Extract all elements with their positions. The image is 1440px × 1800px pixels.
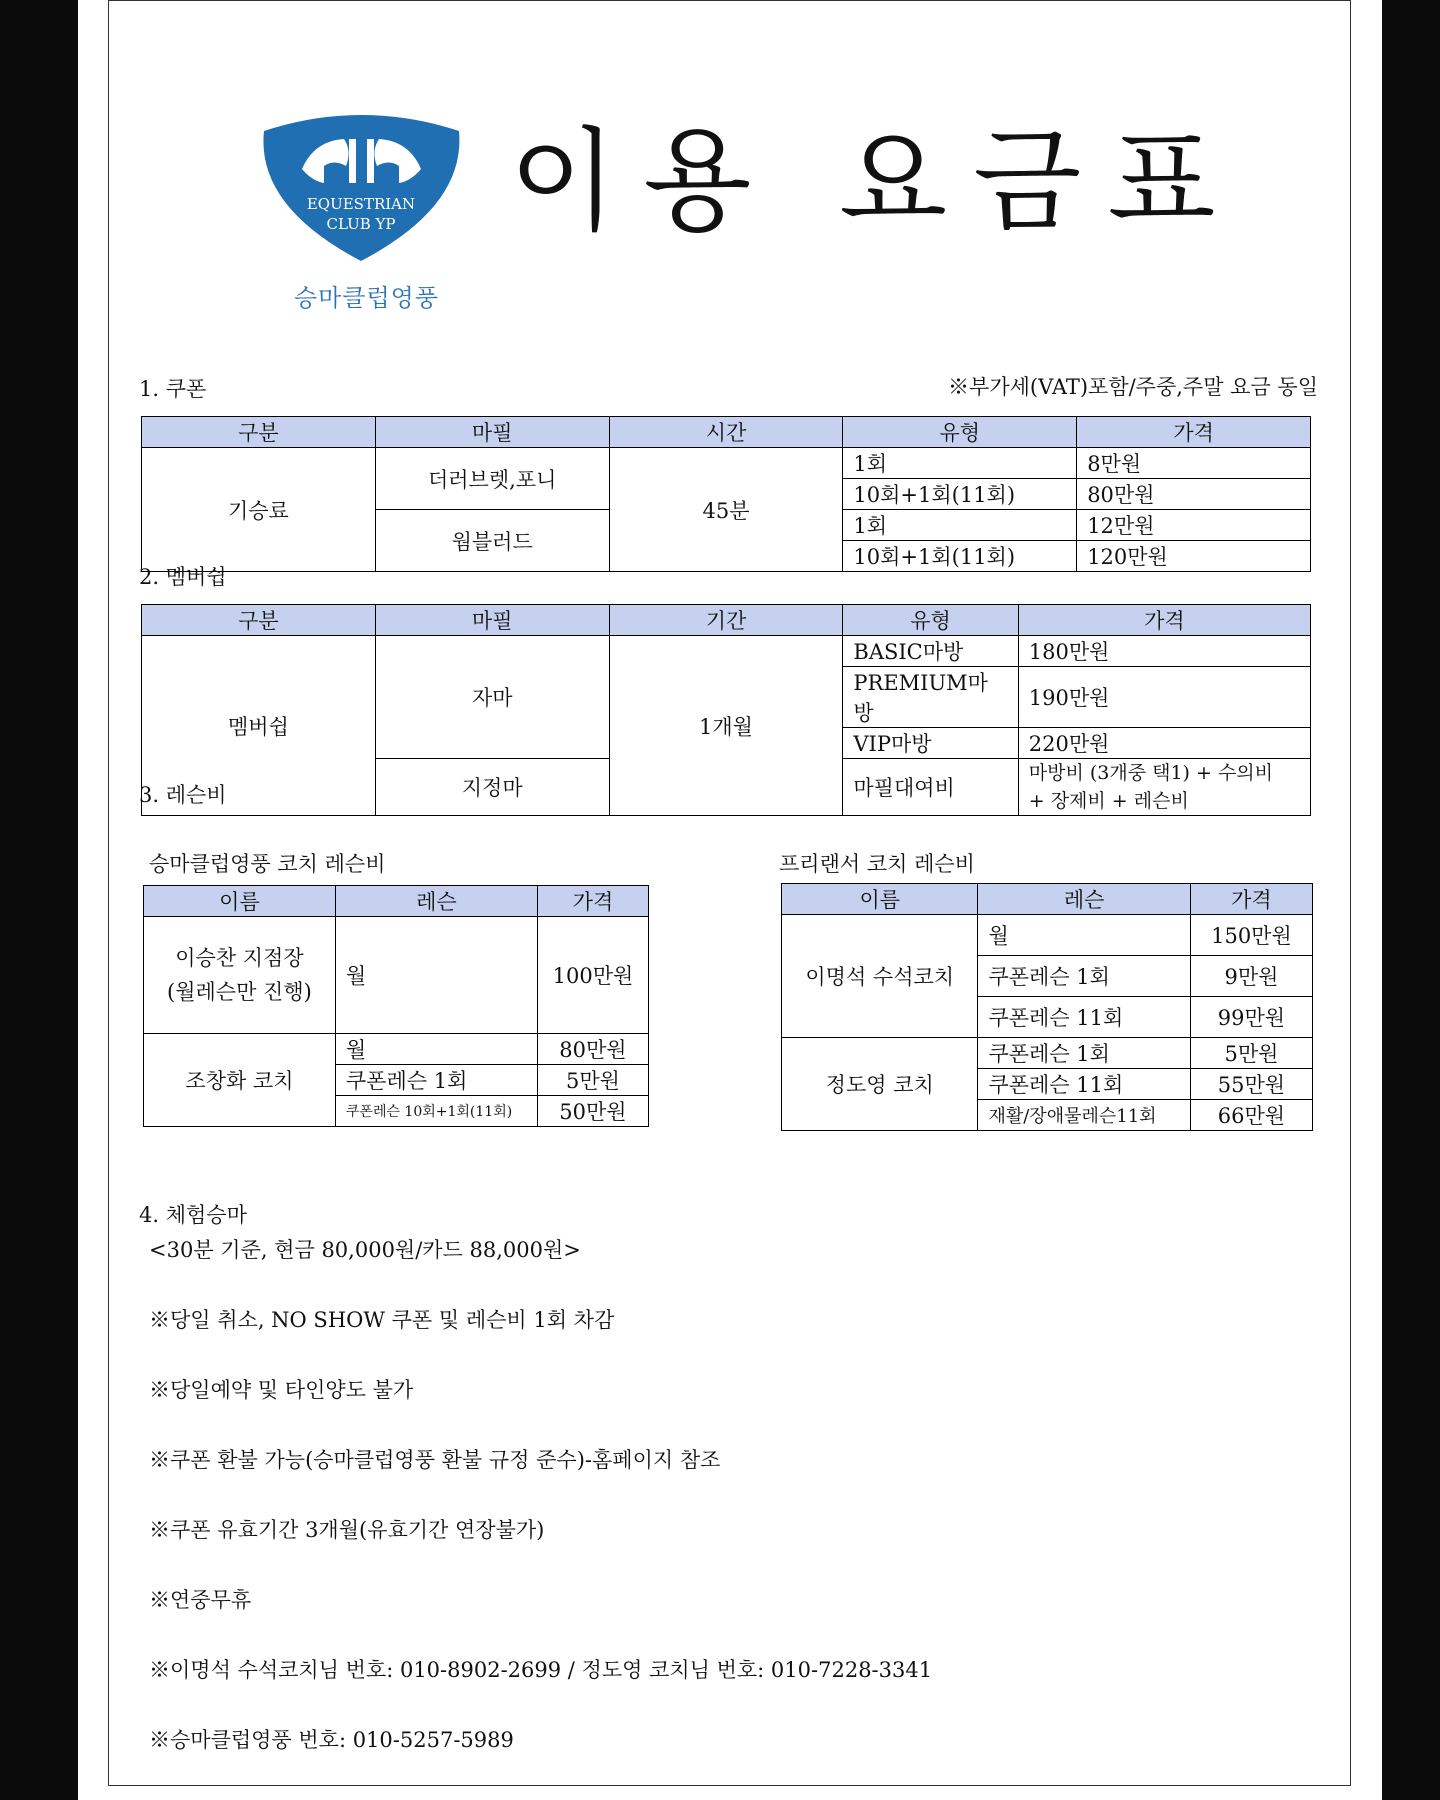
coupon-table [141, 416, 1311, 572]
price-cell [1018, 759, 1310, 816]
lesson-heading: 3. 레슨비 [139, 783, 227, 807]
type-cell: 마필대여비 [843, 759, 1018, 816]
lesson-cell: 월 [335, 917, 537, 1034]
page-title: 이용 요금표 [509, 117, 1242, 247]
right-background [1382, 0, 1440, 1800]
free-lesson-title: 프리랜서 코치 레슨비 [779, 852, 975, 876]
header-horse: 마필 [375, 417, 609, 448]
horse-cell: 자마 [375, 636, 609, 759]
type-cell: 10회+1회(11회) [843, 541, 1077, 572]
type-cell: VIP마방 [843, 728, 1018, 759]
lesson-cell: 쿠폰레슨 1회 [335, 1065, 537, 1096]
trial-info: <30분 기준, 현금 80,000원/카드 88,000원> [149, 1238, 581, 1262]
left-background [0, 0, 78, 1800]
price-cell: 66만원 [1190, 1100, 1312, 1131]
lesson-cell: 쿠폰레슨 11회 [978, 997, 1190, 1038]
price-cell: 50만원 [537, 1096, 648, 1127]
club-lesson-table [143, 885, 649, 1127]
price-cell: 8만원 [1077, 448, 1311, 479]
header-name: 이름 [782, 884, 978, 915]
note-item: ※쿠폰 환불 가능(승마클럽영풍 환불 규정 준수)-홈페이지 참조 [149, 1448, 721, 1472]
header-category: 구분 [142, 417, 376, 448]
header-price: 가격 [1190, 884, 1312, 915]
coach-name-cell: 조창화 코치 [144, 1034, 336, 1127]
price-cell: 150만원 [1190, 915, 1312, 956]
document-frame [78, 0, 1382, 1800]
time-cell: 45분 [609, 448, 843, 572]
price-line: + 장제비 + 레슨비 [1028, 790, 1189, 812]
lesson-cell: 월 [335, 1034, 537, 1065]
price-cell: 190만원 [1018, 667, 1310, 728]
lesson-cell: 쿠폰레슨 1회 [978, 956, 1190, 997]
header-horse: 마필 [375, 605, 609, 636]
note-item: ※쿠폰 유효기간 3개월(유효기간 연장불가) [149, 1518, 545, 1542]
note-item: ※이명석 수석코치님 번호: 010-8902-2699 / 정도영 코치님 번호: 010-7228-3341 [149, 1658, 933, 1682]
price-cell: 5만원 [537, 1065, 648, 1096]
header-price: 가격 [1077, 417, 1311, 448]
price-line: 마방비 (3개중 택1) + 수의비 [1028, 762, 1274, 784]
price-cell: 5만원 [1190, 1038, 1312, 1069]
price-cell: 120만원 [1077, 541, 1311, 572]
header-time: 시간 [609, 417, 843, 448]
note-item: ※당일예약 및 타인양도 불가 [149, 1378, 414, 1402]
header-category: 구분 [142, 605, 376, 636]
svg-text:EQUESTRIAN: EQUESTRIAN [306, 195, 416, 213]
price-cell: 9만원 [1190, 956, 1312, 997]
coach-note: (월레슨만 진행) [167, 980, 312, 1004]
price-cell: 99만원 [1190, 997, 1312, 1038]
horse-cell: 더러브렛,포니 [375, 448, 609, 510]
coach-name: 이승찬 지점장 [175, 946, 304, 970]
vat-note: ※부가세(VAT)포함/주중,주말 요금 동일 [948, 375, 1318, 399]
horse-shield-icon [254, 111, 469, 266]
note-item: ※당일 취소, NO SHOW 쿠폰 및 레슨비 1회 차감 [149, 1308, 615, 1332]
document-page [108, 0, 1351, 1786]
price-cell: 80만원 [1077, 479, 1311, 510]
header-period: 기간 [609, 605, 843, 636]
type-cell: BASIC마방 [843, 636, 1018, 667]
lesson-cell: 쿠폰레슨 11회 [978, 1069, 1190, 1100]
coach-name-cell: 정도영 코치 [782, 1038, 978, 1131]
header-price: 가격 [1018, 605, 1310, 636]
coach-name-cell [144, 917, 336, 1034]
membership-heading: 2. 멤버쉽 [139, 565, 227, 589]
price-cell: 12만원 [1077, 510, 1311, 541]
header-lesson: 레슨 [978, 884, 1190, 915]
header-lesson: 레슨 [335, 886, 537, 917]
club-logo [254, 111, 479, 313]
type-cell: 10회+1회(11회) [843, 479, 1077, 510]
club-lesson-title: 승마클럽영풍 코치 레슨비 [149, 852, 386, 876]
trial-heading: 4. 체험승마 [139, 1203, 247, 1227]
coupon-heading: 1. 쿠폰 [139, 377, 207, 401]
category-cell: 멤버쉽 [142, 636, 376, 816]
category-cell: 기승료 [142, 448, 376, 572]
header-type: 유형 [843, 605, 1018, 636]
header-type: 유형 [843, 417, 1077, 448]
lesson-cell: 쿠폰레슨 10회+1회(11회) [335, 1096, 537, 1127]
coach-name-cell: 이명석 수석코치 [782, 915, 978, 1038]
lesson-cell: 쿠폰레슨 1회 [978, 1038, 1190, 1069]
horse-cell: 웜블러드 [375, 510, 609, 572]
period-cell: 1개월 [609, 636, 843, 816]
price-cell: 80만원 [537, 1034, 648, 1065]
price-cell: 100만원 [537, 917, 648, 1034]
header-name: 이름 [144, 886, 336, 917]
type-cell: 1회 [843, 510, 1077, 541]
club-name: 승마클럽영풍 [293, 284, 440, 312]
type-cell: 1회 [843, 448, 1077, 479]
price-cell: 55만원 [1190, 1069, 1312, 1100]
note-item: ※승마클럽영풍 번호: 010-5257-5989 [149, 1728, 514, 1752]
membership-table [141, 604, 1311, 816]
note-item: ※연중무휴 [149, 1588, 252, 1612]
freelance-lesson-table [781, 883, 1313, 1131]
horse-cell: 지정마 [375, 759, 609, 816]
header-price: 가격 [537, 886, 648, 917]
lesson-cell: 월 [978, 915, 1190, 956]
lesson-cell: 재활/장애물레슨11회 [978, 1100, 1190, 1131]
svg-text:CLUB YP: CLUB YP [326, 215, 396, 233]
price-cell: 180만원 [1018, 636, 1310, 667]
price-cell: 220만원 [1018, 728, 1310, 759]
type-cell: PREMIUM마방 [843, 667, 1018, 728]
